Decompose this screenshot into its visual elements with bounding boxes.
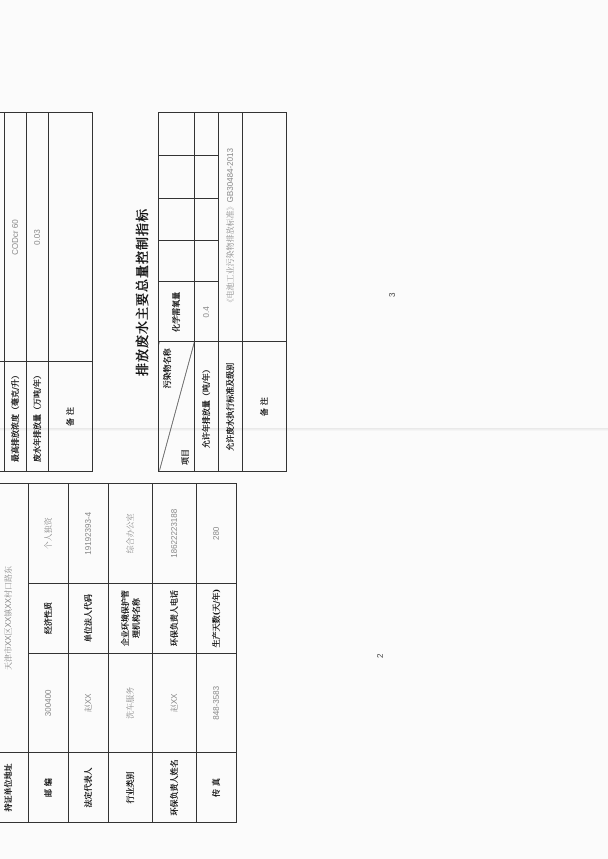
empty-cell <box>159 113 195 156</box>
pair-value-1: 300400 <box>29 653 69 752</box>
remark-value <box>243 113 287 342</box>
remark-label: 备 注 <box>243 342 287 472</box>
header-item: 项目 <box>180 449 190 465</box>
pair-value-1: 赵XX <box>69 653 109 752</box>
pair-value-2: 18622223188 <box>153 484 197 584</box>
table-row <box>219 113 243 472</box>
pair-label-2: 经济性质 <box>29 583 69 653</box>
pair-label-1: 行业类别 <box>109 753 153 823</box>
basic-info-section <box>0 453 404 853</box>
pair-label-1: 邮 编 <box>29 753 69 823</box>
basic-info-table <box>0 483 237 823</box>
header-pollutant: 污染物名称 <box>162 348 172 389</box>
table-row <box>5 113 27 472</box>
row-value: CODcr 60 <box>5 113 27 362</box>
table-row <box>195 113 219 472</box>
wastewater-section <box>0 82 404 502</box>
header-diagonal-cell <box>159 342 195 472</box>
pair-value-2: 个人独资 <box>29 484 69 584</box>
standard-label: 允许废水执行标准及级别 <box>219 342 243 472</box>
empty-cell <box>195 198 219 240</box>
pair-value-1: 848-3583 <box>197 653 237 752</box>
row-value <box>49 113 93 362</box>
pair-value-1: 洗车服务 <box>109 653 153 752</box>
table-row <box>29 484 69 823</box>
pair-label-2: 企业环境保护管理机构名称 <box>109 583 153 653</box>
table-row <box>159 113 195 472</box>
table-row <box>243 113 287 472</box>
table-row <box>153 484 197 823</box>
table-row <box>0 484 29 823</box>
row-label: 最高排放浓度（毫克/升） <box>5 362 27 472</box>
row-value: 0.03 <box>27 113 49 362</box>
table-row <box>197 484 237 823</box>
pair-value-2: 综合办公室 <box>109 484 153 584</box>
empty-cell <box>195 240 219 282</box>
pair-value-2: 280 <box>197 484 237 584</box>
row-label: 备 注 <box>49 362 93 472</box>
allowed-label: 允许年排放量（吨/年） <box>195 342 219 472</box>
empty-cell <box>159 155 195 198</box>
table-row <box>49 113 93 472</box>
row-label: 持证单位地址 <box>0 753 29 823</box>
pair-label-1: 传 真 <box>197 753 237 823</box>
empty-cell <box>159 240 195 282</box>
page-number: 3 <box>388 292 397 297</box>
pair-label-2: 环保负责人电话 <box>153 583 197 653</box>
empty-cell <box>195 113 219 156</box>
allowed-value: 0.4 <box>195 282 219 342</box>
standard-value: 《电池工业污染物排放标准》GB30484-2013 <box>219 113 243 342</box>
pair-label-2: 生产天数(天/年) <box>197 583 237 653</box>
row-value: 天津市XX区XX镇XX村口路东 <box>0 484 29 753</box>
empty-cell <box>195 155 219 198</box>
page-number: 2 <box>376 653 385 658</box>
row-label: 废水年排放量（万吨/年） <box>27 362 49 472</box>
pair-label-1: 环保负责人姓名 <box>153 753 197 823</box>
wastewater-control-table <box>158 112 287 472</box>
pair-value-2: 19192393-4 <box>69 484 109 584</box>
pair-label-1: 法定代表人 <box>69 753 109 823</box>
table-row <box>109 484 153 823</box>
pair-label-2: 单位法人代码 <box>69 583 109 653</box>
table-row <box>27 113 49 472</box>
empty-cell <box>159 198 195 240</box>
wastewater-status-table <box>0 112 93 472</box>
wastewater-control-title: 排放废水主要总量控制指标 <box>136 208 151 377</box>
table-row <box>69 484 109 823</box>
pair-value-1: 赵XX <box>153 653 197 752</box>
pollutant-name: 化学需氧量 <box>159 282 195 342</box>
